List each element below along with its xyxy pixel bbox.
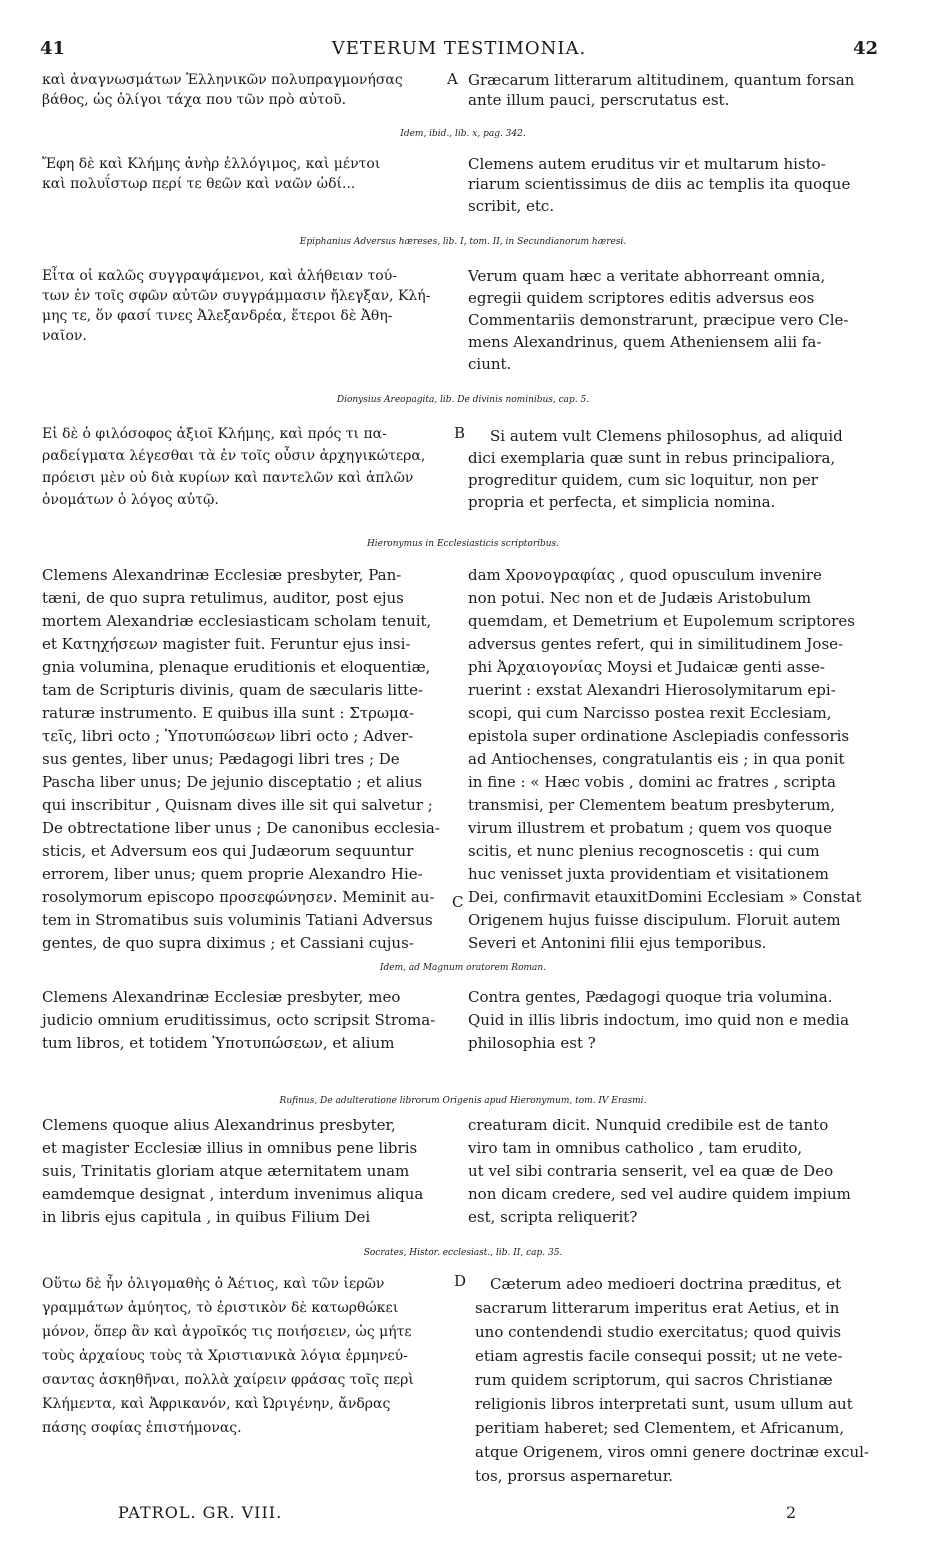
- latin-line: scribit, etc.: [468, 197, 555, 215]
- text-line: epistola super ordinatione Asclepiadis confessoris: [468, 727, 850, 745]
- greek-line: ραδείγματα λέγεσθαι τὰ ἐν τοῖς οὖσιν ἀρχηγικώτερα,: [42, 448, 426, 464]
- section-heading: Idem, ad Magnum oratorem Roman.: [379, 963, 547, 973]
- text-line: et magister Ecclesiæ illius in omnibus pene libris: [42, 1139, 418, 1157]
- text-line: Pascha liber unus; De jejunio disceptatio ; et alius: [42, 773, 423, 791]
- latin-line: sacrarum litterarum imperitus erat Aetius, et in: [475, 1299, 840, 1317]
- text-line: tem in Stromatibus suis voluminis Tatiani Adversus: [42, 911, 433, 929]
- latin-line: egregii quidem scriptores editis adversus eos: [468, 289, 815, 307]
- latin-line: atque Origenem, viros omni genere doctrinæ excul-: [475, 1443, 869, 1461]
- margin-letter-c: C: [452, 893, 464, 911]
- text-line: gnia volumina, plenaque eruditionis et eloquentiæ,: [42, 658, 431, 676]
- running-header: [40, 38, 878, 60]
- greek-line: ναῖον.: [42, 328, 87, 344]
- text-line: in fine : « Hæc vobis , domini ac fratres , scripta: [468, 773, 836, 791]
- latin-line: dici exemplaria quæ sunt in rebus principaliora,: [468, 449, 836, 467]
- latin-line: uno contendendi studio exercitatus; quod quivis: [475, 1323, 842, 1341]
- latin-line: ante illum pauci, perscrutatus est.: [468, 91, 730, 109]
- text-line: Dei, confirmavit etauxitDomini Ecclesiam » Constat: [468, 888, 862, 906]
- greek-line: ὀνομάτων ὁ λόγος αὐτῷ.: [42, 492, 219, 508]
- greek-line: τοὺς ἀρχαίους τοὺς τὰ Χριστιανικὰ λόγια ἑρμηνεύ-: [42, 1348, 408, 1364]
- text-line: De obtrectatione liber unus ; De canonibus ecclesia-: [42, 819, 440, 837]
- text-line: philosophia est ?: [468, 1034, 596, 1052]
- latin-line: peritiam haberet; sed Clementem, et Africanum,: [475, 1419, 845, 1437]
- latin-line: Græcarum litterarum altitudinem, quantum forsan: [468, 71, 855, 89]
- text-line: Origenem hujus fuisse discipulum. Floruit autem: [468, 911, 841, 929]
- section-heading: Dionysius Areopagita, lib. De divinis nominibus, cap. 5.: [336, 395, 590, 405]
- signature-number: 2: [786, 1503, 798, 1522]
- greek-line: καὶ πολυΐστωρ περί τε θεῶν καὶ ναῶν ὡδί...: [42, 176, 356, 192]
- text-line: mortem Alexandriæ ecclesiasticam scholam tenuit,: [42, 612, 432, 630]
- text-line: virum illustrem et probatum ; quem vos quoque: [468, 819, 832, 837]
- text-line: gentes, de quo supra diximus ; et Cassiani cujus-: [42, 934, 414, 952]
- latin-line: tos, prorsus aspernaretur.: [475, 1467, 674, 1485]
- greek-line: Εἶτα οἱ καλῶς συγγραψάμενοι, καὶ ἀλήθειαν τού-: [42, 268, 397, 284]
- greek-line: Οὕτω δὲ ἦν ὀλιγομαθὴς ὁ Ἀέτιος, καὶ τῶν ἱερῶν: [42, 1276, 385, 1292]
- text-line: Severi et Antonini filii ejus temporibus.: [468, 934, 767, 952]
- margin-letter-a: A: [447, 70, 458, 88]
- text-line: tum libros, et totidem Ὑποτυπώσεων, et alium: [42, 1034, 395, 1052]
- text-line: huc venisset juxta providentiam et visitationem: [468, 865, 829, 883]
- text-line: et Κατηχήσεων magister fuit. Feruntur ejus insi-: [42, 635, 411, 653]
- text-line: tæni, de quo supra retulimus, auditor, post ejus: [42, 589, 404, 607]
- page-number-left: 41: [40, 38, 66, 59]
- latin-line: ciunt.: [468, 355, 512, 373]
- text-line: Clemens Alexandrinæ Ecclesiæ presbyter, meo: [42, 988, 401, 1006]
- section-heading: Rufinus, De adulteratione librorum Origenis apud Hieronymum, tom. IV Erasmi.: [279, 1096, 647, 1106]
- text-line: non potui. Nec non et de Judæis Aristobulum: [468, 589, 812, 607]
- latin-line: Verum quam hæc a veritate abhorreant omnia,: [468, 267, 826, 285]
- text-line: est, scripta reliquerit?: [468, 1208, 638, 1226]
- latin-line: Cæterum adeo medioeri doctrina præditus, et: [490, 1275, 842, 1293]
- text-line: quemdam, et Demetrium et Eupolemum scriptores: [468, 612, 855, 630]
- text-line: Clemens Alexandrinæ Ecclesiæ presbyter, Pan-: [42, 566, 402, 584]
- text-line: transmisi, per Clementem beatum presbyterum,: [468, 796, 836, 814]
- greek-line: Εἰ δὲ ὁ φιλόσοφος ἀξιοῖ Κλήμης, καὶ πρός τι πα-: [42, 426, 387, 442]
- latin-line: propria et perfecta, et simplicia nomina.: [468, 493, 776, 511]
- text-line: Contra gentes, Pædagogi quoque tria volumina.: [468, 988, 833, 1006]
- margin-letter-d: D: [454, 1272, 467, 1290]
- latin-line: etiam agrestis facile consequi possit; ut ne vete-: [475, 1347, 843, 1365]
- greek-line: βάθος, ὡς ὀλίγοι τάχα που τῶν πρὸ αὐτοῦ.: [42, 92, 347, 108]
- text-line: non dicam credere, sed vel audire quidem impium: [468, 1185, 851, 1203]
- greek-line: πάσης σοφίας ἐπιστήμονας.: [42, 1420, 242, 1436]
- text-line: scopi, qui cum Narcisso postea rexit Ecclesiam,: [468, 704, 832, 722]
- latin-line: Si autem vult Clemens philosophus, ad aliquid: [490, 427, 843, 445]
- text-line: Clemens quoque alius Alexandrinus presbyter,: [42, 1116, 396, 1134]
- text-line: errorem, liber unus; quem proprie Alexandro Hie-: [42, 865, 423, 883]
- text-line: phi Ἀρχαιογονίας Moysi et Judaicæ genti asse-: [468, 658, 826, 676]
- text-line: adversus gentes refert, qui in similitudinem Jose-: [468, 635, 844, 653]
- text-line: suis, Trinitatis gloriam atque æternitatem unam: [42, 1162, 410, 1180]
- text-line: raturæ instrumento. E quibus illa sunt : Στρωμα-: [42, 704, 415, 722]
- greek-line: των ἐν τοῖς σφῶν αὐτῶν συγγράμμασιν ἤλεγξαν, Κλή-: [42, 288, 431, 304]
- text-line: ut vel sibi contraria senserit, vel ea quæ de Deo: [468, 1162, 834, 1180]
- text-line: ad Antiochenses, congratulantis eis ; in qua ponit: [468, 750, 845, 768]
- text-line: tam de Scripturis divinis, quam de sæcularis litte-: [42, 681, 424, 699]
- section-heading: Epiphanius Adversus hæreses, lib. I, tom. II, in Secundianorum hæresi.: [299, 237, 627, 247]
- greek-line: καὶ ἀναγνωσμάτων Ἑλληνικῶν πολυπραγμονήσας: [42, 72, 403, 88]
- text-line: Quid in illis libris indoctum, imo quid non e media: [468, 1011, 850, 1029]
- text-line: creaturam dicit. Nunquid credibile est de tanto: [468, 1116, 829, 1134]
- text-line: dam Χρονογραφίας , quod opusculum invenire: [468, 566, 822, 584]
- running-title: VETERUM TESTIMONIA.: [331, 38, 587, 59]
- latin-line: religionis libros interpretati sunt, usum ullum aut: [475, 1395, 853, 1413]
- text-line: rosolymorum episcopo προσεφώνησεν. Meminit au-: [42, 888, 435, 906]
- greek-line: Κλήμεντα, καὶ Ἀφρικανόν, καὶ Ὠριγένην, ἄνδρας: [42, 1396, 391, 1412]
- printer-signature: PATROL. GR. VIII.: [118, 1503, 283, 1522]
- text-line: viro tam in omnibus catholico , tam erudito,: [468, 1139, 803, 1157]
- greek-line: γραμμάτων ἀμύητος, τὸ ἐριστικὸν δὲ κατωρθώκει: [42, 1300, 399, 1316]
- greek-line: πρόεισι μὲν οὐ διὰ κυρίων καὶ παντελῶν καὶ ἁπλῶν: [42, 470, 414, 486]
- text-line: qui inscribitur , Quisnam dives ille sit qui salvetur ;: [42, 796, 433, 814]
- text-line: judicio omnium eruditissimus, octo scripsit Stroma-: [42, 1011, 436, 1029]
- text-line: sus gentes, liber unus; Pædagogi libri tres ; De: [42, 750, 400, 768]
- margin-letter-b: B: [454, 424, 466, 442]
- text-line: in libris ejus capitula , in quibus Filium Dei: [42, 1208, 371, 1226]
- page-number-right: 42: [852, 38, 878, 59]
- section-heading: Idem, ibid., lib. x, pag. 342.: [400, 129, 526, 139]
- text-line: scitis, et nunc plenius recognoscetis : qui cum: [468, 842, 820, 860]
- latin-line: rum quidem scriptorum, qui sacros Christianæ: [475, 1371, 833, 1389]
- latin-line: Clemens autem eruditus vir et multarum histo-: [468, 155, 826, 173]
- section-heading: Hieronymus in Ecclesiasticis scriptoribus.: [366, 539, 560, 549]
- greek-line: Ἔφη δὲ καὶ Κλήμης ἀνὴρ ἐλλόγιμος, καὶ μέντοι: [42, 156, 381, 172]
- text-line: sticis, et Adversum eos qui Judæorum sequuntur: [42, 842, 414, 860]
- greek-line: σαντας ἀσκηθῆναι, πολλὰ χαίρειν φράσας τοῖς περὶ: [42, 1372, 414, 1388]
- greek-line: μόνον, ὅπερ ἂν καὶ ἀγροῖκός τις ποιήσειεν, ὡς μήτε: [42, 1324, 412, 1340]
- section-heading: Socrates, Histor. ecclesiast., lib. II, cap. 35.: [363, 1248, 563, 1258]
- text-line: eamdemque designat , interdum invenimus aliqua: [42, 1185, 424, 1203]
- latin-line: riarum scientissimus de diis ac templis ita quoque: [468, 175, 851, 193]
- latin-line: mens Alexandrinus, quem Atheniensem alii fa-: [468, 333, 822, 351]
- greek-line: μης τε, ὅν φασί τινες Ἀλεξανδρέα, ἕτεροι δὲ Ἀθη-: [42, 308, 393, 324]
- text-line: ruerint : exstat Alexandri Hierosolymitarum epi-: [468, 681, 836, 699]
- latin-line: Commentariis demonstrarunt, præcipue vero Cle-: [468, 311, 849, 329]
- text-line: τεῖς, libri octo ; Ὑποτυπώσεων libri octo ; Adver-: [42, 727, 414, 745]
- latin-line: progreditur quidem, cum sic loquitur, non per: [468, 471, 818, 489]
